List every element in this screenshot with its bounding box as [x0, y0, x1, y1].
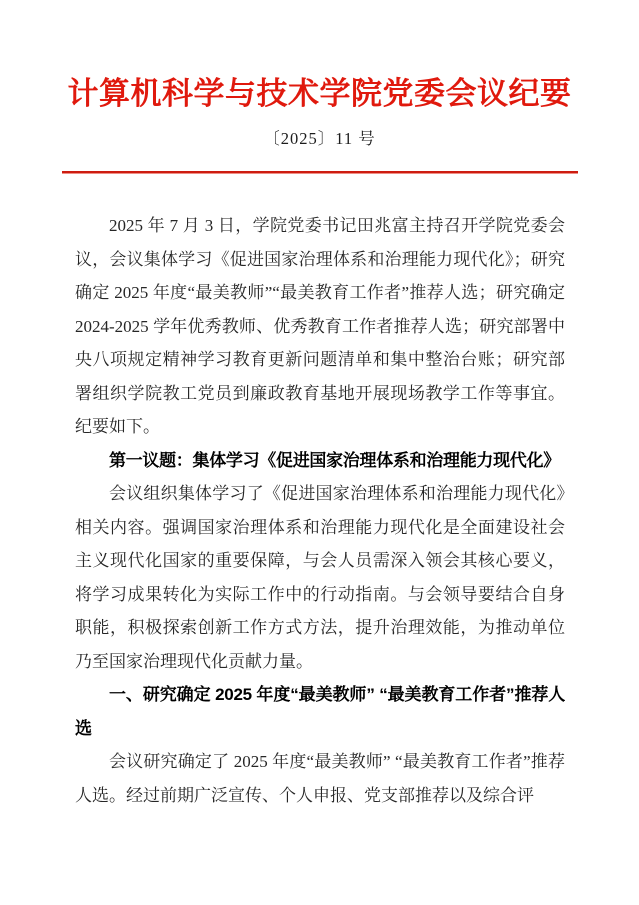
heading-item-one: 一、研究确定 2025 年度“最美教师” “最美教育工作者”推荐人选: [75, 685, 565, 738]
document-title: 计算机科学与技术学院党委会议纪要: [67, 76, 572, 111]
header-divider-rule: [62, 171, 578, 174]
paragraph-topic-one-content: 会议组织集体学习了《促进国家治理体系和治理能力现代化》相关内容。强调国家治理体系和治理能力现代化是全面建设社会主义现代化国家的重要保障，与会人员需深入领会其核心要义，将学习成果转化为实际工作中的行动指南。与会领导要结合自身职能，积极探索创新工作方式方法，提升治理效能，为推动单位乃至国家治理现代化贡献力量。: [75, 484, 565, 671]
paragraph-item-one-content: 会议研究确定了 2025 年度“最美教师” “最美教育工作者”推荐人选。经过前期广泛宣传、个人申报、党支部推荐以及综合评: [75, 752, 565, 805]
document-number: 〔2025〕11 号: [263, 129, 376, 148]
document-body: [75, 209, 565, 812]
paragraph-meeting-intro: 2025 年 7 月 3 日，学院党委书记田兆富主持召开学院党委会议，会议集体学习《促进国家治理体系和治理能力现代化》；研究确定 2025 年度“最美教师”“最美教育工作者”推荐人选；研究确定 2024-2025 学年优秀教师、优秀教育工作者推荐人选；研究部署中央八项规定精神学习教育更新问题清单和集中整治台账；研究部署组织学院教工党员到廉政教育基地开展现场教学工作等事宜。纪要如下。: [75, 216, 565, 436]
heading-topic-one: 第一议题：集体学习《促进国家治理体系和治理能力现代化》: [109, 450, 560, 470]
document-header: [0, 74, 639, 149]
